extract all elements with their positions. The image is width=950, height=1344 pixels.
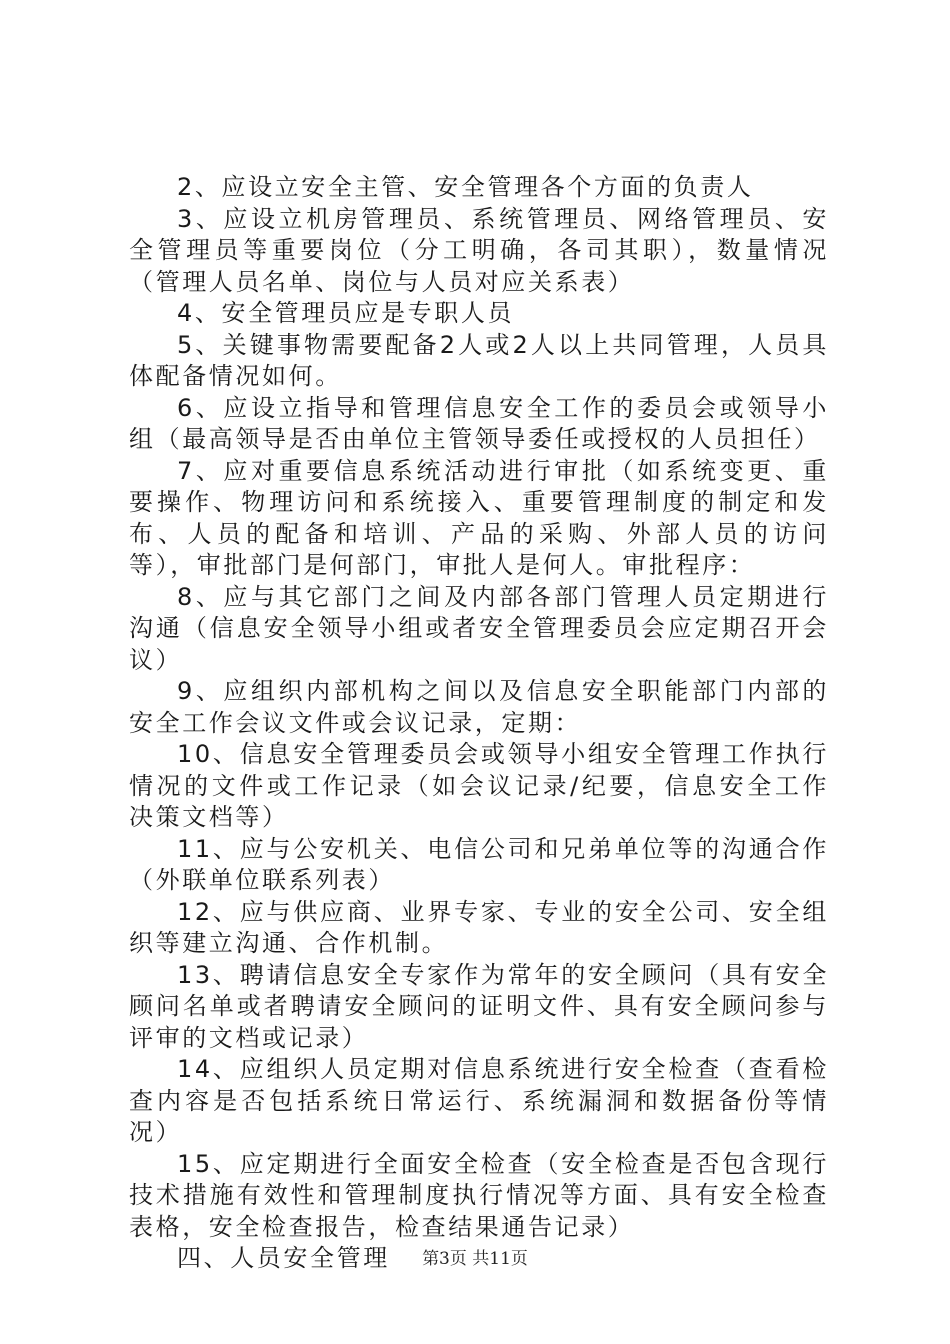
paragraph-item-9: 9、应组织内部机构之间以及信息安全职能部门内部的安全工作会议文件或会议记录，定期： bbox=[129, 677, 829, 737]
paragraph-item-7: 7、应对重要信息系统活动进行审批（如系统变更、重要操作、物理访问和系统接入、重要管理制度的制定和发布、人员的配备和培训、产品的采购、外部人员的访问等），审批部门是何部门，审批人是何人。审批程序： bbox=[129, 456, 829, 579]
paragraph-item-15: 15、应定期进行全面安全检查（安全检查是否包含现行技术措施有效性和管理制度执行情况等方面、具有安全检查表格，安全检查报告，检查结果通告记录） bbox=[129, 1149, 829, 1241]
paragraph-item-8: 8、应与其它部门之间及内部各部门管理人员定期进行沟通（信息安全领导小组或者安全管理委员会应定期召开会议） bbox=[129, 582, 829, 674]
paragraph-item-3: 3、应设立机房管理员、系统管理员、网络管理员、安全管理员等重要岗位（分工明确，各司其职），数量情况（管理人员名单、岗位与人员对应关系表） bbox=[129, 204, 829, 296]
paragraph-item-14: 14、应组织人员定期对信息系统进行安全检查（查看检查内容是否包括系统日常运行、系统漏洞和数据备份等情况） bbox=[129, 1055, 829, 1146]
paragraph-item-10: 10、信息安全管理委员会或领导小组安全管理工作执行情况的文件或工作记录（如会议记录/纪要，信息安全工作决策文档等） bbox=[129, 740, 829, 831]
page-number-footer: 第3页 共11页 bbox=[422, 1249, 528, 1269]
paragraph-item-5: 5、关键事物需要配备2人或2人以上共同管理，人员具体配备情况如何。 bbox=[129, 330, 829, 390]
document-body bbox=[129, 172, 829, 1275]
paragraph-item-2: 2、应设立安全主管、安全管理各个方面的负责人 bbox=[177, 173, 754, 201]
section-heading-personnel-security: 四、人员安全管理 bbox=[177, 1244, 390, 1272]
paragraph-item-11: 11、应与公安机关、电信公司和兄弟单位等的沟通合作（外联单位联系列表） bbox=[129, 834, 829, 894]
paragraph-item-6: 6、应设立指导和管理信息安全工作的委员会或领导小组（最高领导是否由单位主管领导委任或授权的人员担任） bbox=[129, 393, 829, 453]
paragraph-item-4: 4、安全管理员应是专职人员 bbox=[177, 299, 515, 327]
paragraph-item-13: 13、聘请信息安全专家作为常年的安全顾问（具有安全顾问名单或者聘请安全顾问的证明文件、具有安全顾问参与评审的文档或记录） bbox=[129, 960, 829, 1052]
paragraph-item-12: 12、应与供应商、业界专家、专业的安全公司、安全组织等建立沟通、合作机制。 bbox=[129, 897, 829, 957]
